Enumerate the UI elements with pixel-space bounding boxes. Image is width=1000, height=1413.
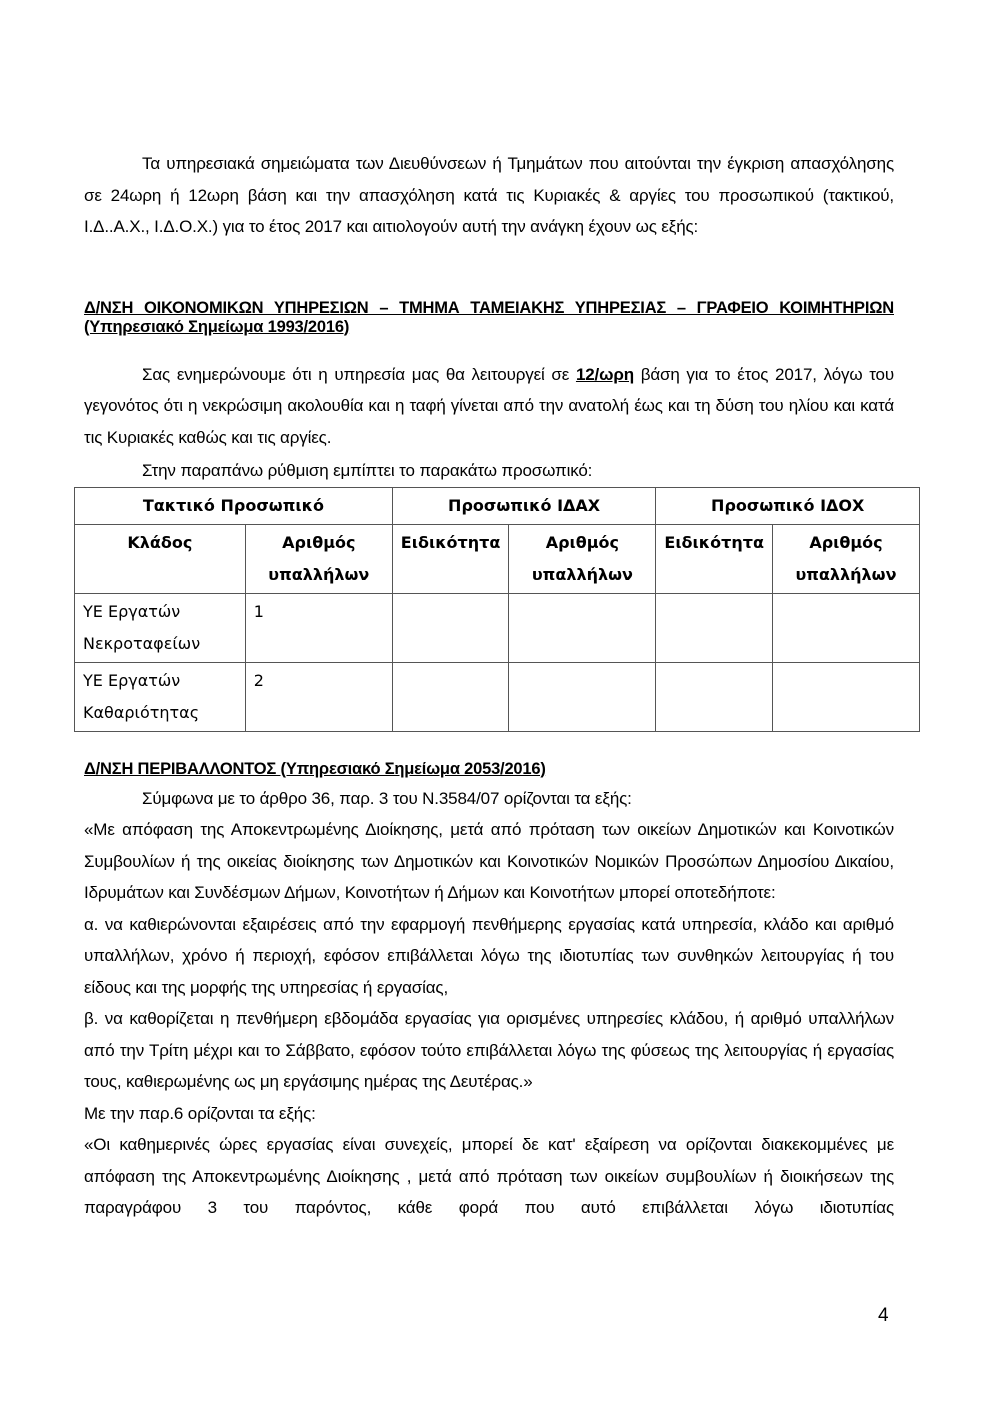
table-cell (772, 593, 919, 662)
law-quote-2: «Οι καθημερινές ώρες εργασίας είναι συνεχείς, μπορεί δε κατ' εξαίρεση να ορίζονται διακεκομμένες με απόφαση της Αποκεντρωμένης Διοίκησης , μετά από πρόταση των οικείων συμβουλίων ή διοικήσεων της παραγράφου 3 του παρόντος, κάθε φορά που αυτό επιβάλλεται λόγω ιδιοτυπίας (84, 1135, 894, 1217)
table-row (75, 662, 920, 731)
table-cell (656, 662, 773, 731)
column-header: Αριθμός υπαλλήλων (245, 524, 392, 593)
table-cell (392, 593, 509, 662)
intro-paragraph: Τα υπηρεσιακά σημειώματα των Διευθύνσεων ή Τμημάτων που αιτούνται την έγκριση απασχόλησης σε 24ωρη ή 12ωρη βάση και την απασχόληση κατά τις Κυριακές & αργίες του προσωπικού (τακτικού, Ι.Δ..Α.Χ., Ι.Δ.Ο.Χ.) για το έτος 2017 και αιτιολογούν αυτή την ανάγκη έχουν ως εξής: (84, 154, 894, 236)
group-header-permanent: Τακτικό Προσωπικό (75, 487, 393, 524)
law-intro: Σύμφωνα με το άρθρο 36, παρ. 3 του Ν.3584/07 ορίζονται τα εξής: (142, 788, 632, 808)
section-heading-finance: Δ/ΝΣΗ ΟΙΚΟΝΟΜΙΚΩΝ ΥΠΗΡΕΣΙΩΝ – ΤΜΗΜΑ ΤΑΜΕΙΑΚΗΣ ΥΠΗΡΕΣΙΑΣ – ΓΡΑΦΕΙΟ ΚΟΙΜΗΤΗΡΙΩΝ (Υπηρεσιακό Σημείωμα 1993/2016) (84, 298, 894, 336)
staff-table (74, 487, 920, 732)
law-item-a: α. να καθιερώνονται εξαιρέσεις από την εφαρμογή πενθήμερης εργασίας κατά υπηρεσία, κλάδο και αριθμό υπαλλήλων, χρόνο ή περιοχή, εφόσον επιβάλλεται λόγω της ιδιοτυπίας των συνθηκών λειτουργίας ή του είδους και της μορφής της υπηρεσίας ή εργασίας, (84, 914, 894, 997)
section-heading-environment: Δ/ΝΣΗ ΠΕΡΙΒΑΛΛΟΝΤΟΣ (Υπηρεσιακό Σημείωμα 2053/2016) (84, 759, 546, 778)
column-header: Κλάδος (75, 524, 246, 593)
table-intro: Στην παραπάνω ρύθμιση εμπίπτει το παρακάτω προσωπικό: (142, 461, 593, 480)
par6-intro: Με την παρ.6 ορίζονται τα εξής: (84, 1103, 316, 1123)
table-column-header-row (75, 524, 920, 593)
table-cell (509, 662, 656, 731)
table-cell: ΥΕ Εργατών Καθαριότητας (75, 662, 246, 731)
column-header: Αριθμός υπαλλήλων (509, 524, 656, 593)
table-group-header-row (75, 487, 920, 524)
section1-text-before: Σας ενημερώνουμε ότι η υπηρεσία μας θα λειτουργεί σε (142, 364, 576, 384)
page-number: 4 (878, 1305, 889, 1326)
shift-basis-emphasis: 12/ωρη (575, 364, 634, 384)
column-header: Αριθμός υπαλλήλων (772, 524, 919, 593)
section1-text-after: βάση για το έτος 2017, λόγω του γεγονότος ότι η νεκρώσιμη ακολουθία και η ταφή γίνεται από την ανατολή έως και τη δύση του ηλίου και κατά τις Κυριακές καθώς και τις αργίες. (84, 364, 894, 447)
table-cell (656, 593, 773, 662)
column-header: Ειδικότητα (392, 524, 509, 593)
table-cell (392, 662, 509, 731)
law-item-b: β. να καθορίζεται η πενθήμερη εβδομάδα εργασίας για ορισμένες υπηρεσίες κλάδου, ή αριθμό υπαλλήλων από την Τρίτη μέχρι και το Σάββατο, εφόσον τούτο επιβάλλεται λόγω της φύσεως της λειτουργίας ή εργασίας τους, καθιερωμένης ως μη εργάσιμης ημέρας της Δευτέρας.» (84, 1009, 894, 1091)
column-header: Ειδικότητα (656, 524, 773, 593)
table-row (75, 593, 920, 662)
group-header-idax: Προσωπικό ΙΔΑΧ (392, 487, 656, 524)
law-quote-1: «Με απόφαση της Αποκεντρωμένης Διοίκησης, μετά από πρόταση των οικείων Δημοτικών και Κοινοτικών Συμβουλίων ή της οικείας διοίκησης των Δημοτικών και Κοινοτικών Νομικών Προσώπων Δημοσίου Δικαίου, Ιδρυμάτων και Συνδέσμων Δήμων, Κοινοτήτων ή Δήμων και Κοινοτήτων μπορεί οποτεδήποτε: (84, 820, 894, 902)
table-cell (772, 662, 919, 731)
table-cell (509, 593, 656, 662)
table-cell: ΥΕ Εργατών Νεκροταφείων (75, 593, 246, 662)
document-page (83, 148, 897, 1224)
table-cell: 2 (245, 662, 392, 731)
table-cell: 1 (245, 593, 392, 662)
group-header-idox: Προσωπικό ΙΔΟΧ (656, 487, 920, 524)
section1-paragraph (84, 359, 894, 454)
